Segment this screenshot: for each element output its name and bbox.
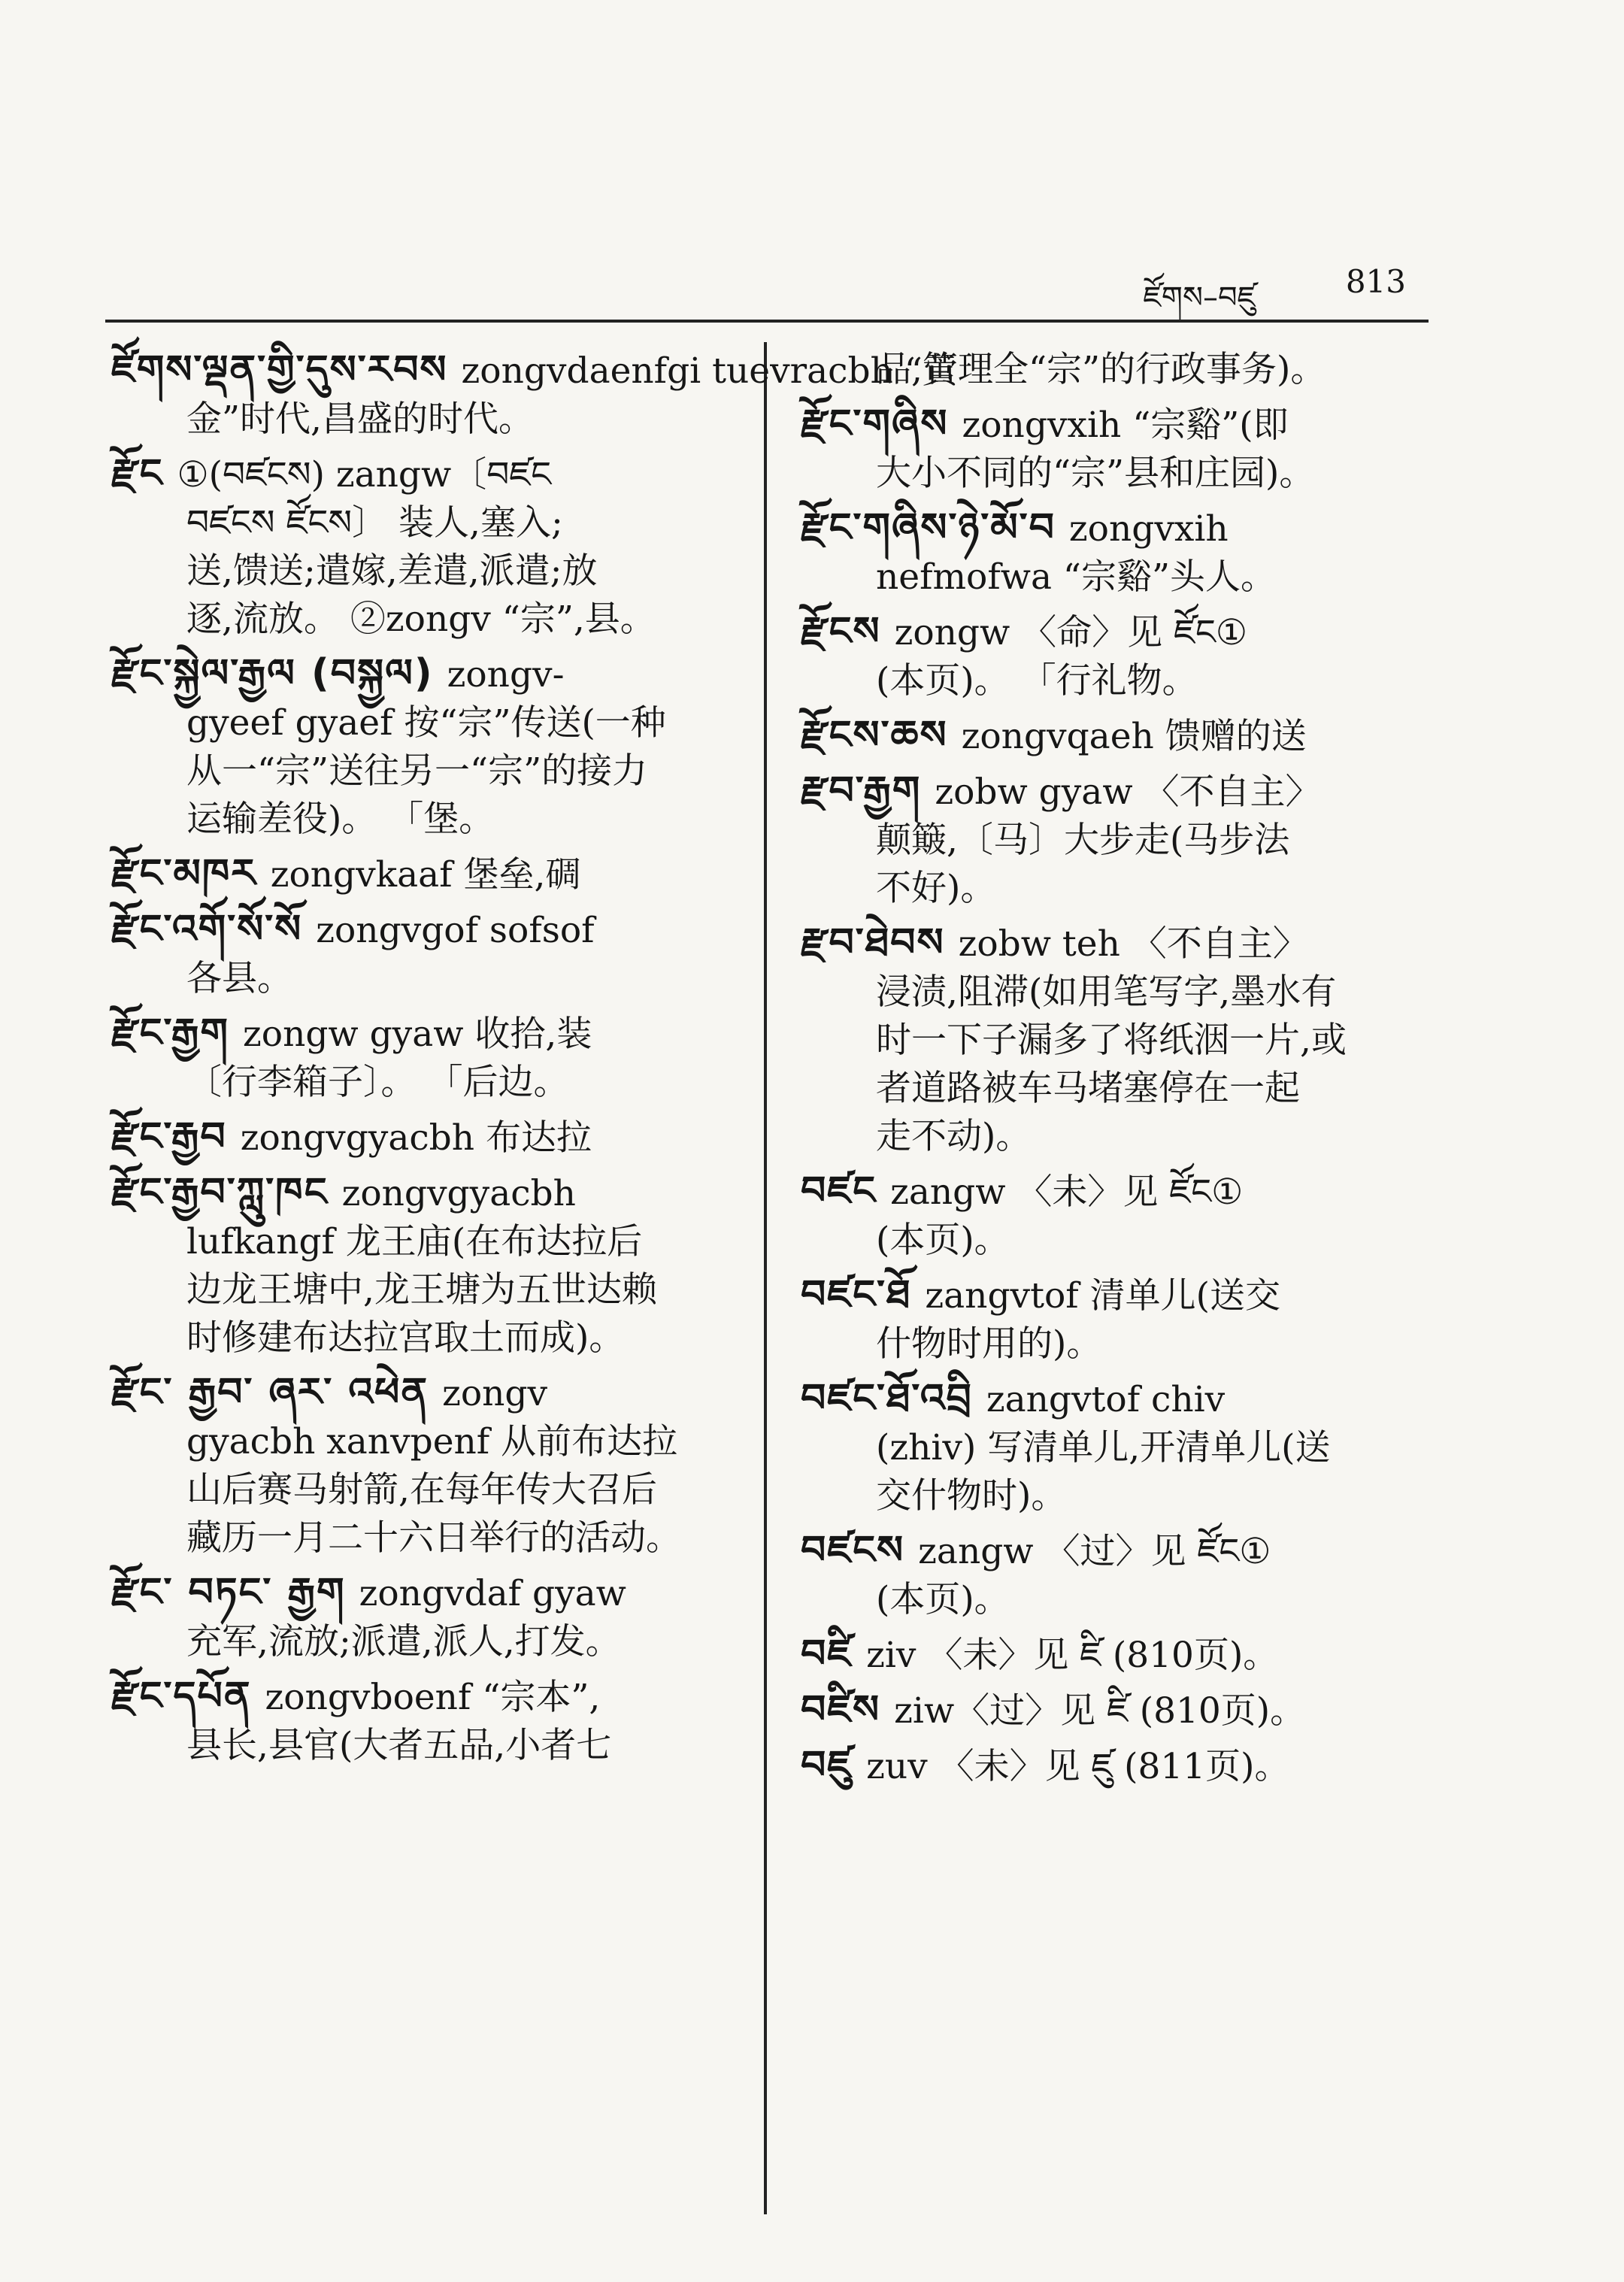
entry-first-line: [111, 346, 958, 395]
definition-text: 从一“宗”送往另一“宗”的接力: [186, 750, 648, 792]
entry-first-line: [801, 1167, 1447, 1217]
entry-continuation-line: [801, 1113, 1447, 1161]
definition-text: 时修建布达拉宫取土而成)。: [186, 1317, 625, 1359]
page-number: 813: [1345, 263, 1406, 300]
entry-first-line: [111, 1168, 758, 1218]
entry-continuation-line: [801, 865, 1447, 913]
definition-text: 走不动)。: [876, 1116, 1032, 1157]
entry-continuation-line: [111, 1466, 758, 1514]
headword: རྫོངས་ཆས: [801, 713, 948, 758]
entry-continuation-line: [801, 1017, 1447, 1065]
entry-first-line: [111, 1368, 758, 1418]
definition-text: zobw teh 〈不自主〉: [958, 923, 1308, 965]
headword: རྫོངས: [801, 609, 881, 654]
headword: བཛུ: [801, 1743, 853, 1788]
entry-first-line: [111, 450, 758, 499]
definition-text: 者道路被车马堵塞停在一起: [876, 1068, 1300, 1109]
column-divider: [764, 342, 767, 2214]
definition-text: zongv-: [447, 654, 565, 696]
running-head-tibetan: ཛོགས–བཛུ: [1143, 280, 1256, 315]
entry-first-line: [111, 1672, 758, 1722]
entry-continuation-line: [111, 547, 758, 596]
entry-continuation-line: [801, 1472, 1447, 1520]
entry-first-line: [801, 1630, 1447, 1680]
entry-continuation-line: [111, 1722, 758, 1770]
entry-continuation-line: [801, 968, 1447, 1017]
definition-text: 〔行李箱子〕。 「后边。: [186, 1062, 569, 1103]
entry-first-line: [801, 346, 1447, 394]
headword: རྫོང་ བཏང་ རྒྱག: [111, 1570, 346, 1615]
headword: རྫོང: [111, 451, 164, 496]
headword: རྫོང་འགོ་སོ་སོ: [111, 907, 303, 952]
definition-text: lufkangf 龙王庙(在布达拉后: [186, 1221, 643, 1262]
definition-text: zangvtof chiv: [986, 1379, 1226, 1420]
definition-text: zongvxih “宗谿”(即: [962, 405, 1289, 446]
headword: རྫོང་རྒྱབ: [111, 1114, 227, 1159]
headword: རྫོང་མཁར: [111, 851, 257, 896]
entry-continuation-line: [111, 1618, 758, 1666]
dictionary-entry: [111, 450, 758, 644]
entry-first-line: [111, 1009, 758, 1059]
entry-first-line: [801, 1686, 1447, 1735]
page-header: [105, 263, 1429, 315]
definition-text: zongvdaf gyaw: [359, 1573, 626, 1614]
dictionary-entry: [801, 1686, 1447, 1735]
headword: རྫབ་རྒྱག: [801, 768, 922, 814]
definition-text: 充军,流放;派遣,派人,打发。: [186, 1621, 621, 1662]
definition-text: zongvkaaf 堡垒,碉: [270, 854, 581, 896]
definition-text: zangvtof 清单儿(送交: [925, 1275, 1280, 1317]
entry-first-line: [111, 1113, 758, 1162]
dictionary-entry: [111, 1113, 758, 1162]
entry-first-line: [801, 1271, 1447, 1320]
definition-text: 各县。: [186, 958, 292, 999]
definition-text: 品,管理全“宗”的行政事务)。: [876, 349, 1326, 390]
entry-continuation-line: [111, 1314, 758, 1362]
definition-text: zuv 〈未〉见 ཛུ (811页)。: [866, 1746, 1290, 1787]
entry-continuation-line: [801, 1217, 1447, 1265]
dictionary-entry: [801, 1526, 1447, 1624]
definition-text: 浸渍,阻滞(如用笔写字,墨水有: [876, 971, 1337, 1013]
headword: རྫོང་རྒྱབ་ཀླུ་ཁང: [111, 1170, 329, 1215]
definition-text: zobw gyaw 〈不自主〉: [935, 771, 1321, 813]
entry-continuation-line: [801, 1424, 1447, 1472]
dictionary-entry: [111, 1568, 758, 1666]
entry-first-line: [111, 1568, 758, 1618]
entry-continuation-line: [111, 1218, 758, 1266]
dictionary-entry: [801, 767, 1447, 913]
definition-text: བཛངས ཛོངས〕 装人,塞入;: [186, 502, 563, 544]
entry-first-line: [801, 400, 1447, 450]
dictionary-entry: [801, 1630, 1447, 1680]
entry-continuation-line: [801, 1576, 1447, 1624]
definition-text: 颠簸,〔马〕大步走(马步法: [876, 820, 1290, 861]
definition-text: zongvqaeh 馈赠的送: [961, 716, 1307, 757]
definition-text: (本页)。: [876, 1220, 1010, 1261]
dictionary-entry: [801, 1167, 1447, 1265]
headword: རྫོང་སྐྱེལ་རྒྱལ (བསྐྱལ): [111, 651, 434, 696]
dictionary-entry: [801, 1374, 1447, 1520]
definition-text: zongvgof sofsof: [316, 910, 595, 951]
dictionary-entry: [111, 1672, 758, 1770]
entry-continuation-line: [111, 955, 758, 1003]
entry-continuation-line: [111, 747, 758, 796]
dictionary-entry: [801, 346, 1447, 394]
headword: བཛངས: [801, 1528, 905, 1573]
dictionary-entry: [801, 711, 1447, 761]
headword: རྫོང་གཞིས་ཉེ་མོ་བ: [801, 505, 1056, 550]
entry-first-line: [801, 767, 1447, 817]
entry-first-line: [801, 504, 1447, 553]
dictionary-entry: [111, 1168, 758, 1362]
definition-text: zongw 〈命〉见 ཛོང①: [894, 612, 1248, 653]
definition-text: ①(བཛངས) zangw〔བཛང: [177, 454, 552, 495]
entry-continuation-line: [111, 499, 758, 547]
entry-continuation-line: [111, 1418, 758, 1466]
entry-first-line: [111, 905, 758, 955]
dictionary-entry: [801, 504, 1447, 602]
definition-text: (本页)。: [876, 1579, 1010, 1620]
entry-continuation-line: [801, 553, 1447, 602]
entry-continuation-line: [111, 395, 758, 444]
definition-text: ziw〈过〉见 ཛི (810页)。: [894, 1690, 1306, 1732]
definition-text: 送,馈送;遣嫁,差遣,派遣;放: [186, 550, 598, 592]
entry-continuation-line: [801, 1065, 1447, 1113]
headword: བཛི: [801, 1632, 853, 1677]
dictionary-entry: [111, 850, 758, 899]
headword: བཛིས: [801, 1687, 881, 1732]
entry-continuation-line: [111, 796, 758, 844]
definition-text: 山后赛马射箭,在每年传大召后: [186, 1469, 657, 1511]
entry-first-line: [111, 850, 758, 899]
entry-continuation-line: [111, 1266, 758, 1314]
dictionary-entry: [801, 919, 1447, 1161]
headword: ཛོགས་ལྡན་གྱི་དུས་རབས: [111, 347, 448, 392]
definition-text: zongvgyacbh: [341, 1173, 576, 1214]
entry-first-line: [801, 1741, 1447, 1791]
definition-text: zongvboenf “宗本”,: [265, 1677, 601, 1718]
entry-first-line: [801, 711, 1447, 761]
dictionary-entry: [111, 650, 758, 844]
dictionary-entry: [801, 400, 1447, 498]
dictionary-entry: [111, 905, 758, 1003]
headword: རྫོང་ རྒྱབ་ ཞར་ འཕེན: [111, 1370, 429, 1415]
headword: བཛང་ཐོ་འབྲི: [801, 1376, 973, 1421]
entry-continuation-line: [111, 596, 758, 644]
definition-text: 县长,县官(大者五品,小者七: [186, 1725, 612, 1766]
definition-text: zongv: [442, 1373, 548, 1414]
entry-continuation-line: [801, 657, 1447, 705]
headword: རྫོང་རྒྱག: [111, 1011, 230, 1056]
entry-first-line: [801, 919, 1447, 968]
definition-text: 运输差役)。 「堡。: [186, 799, 495, 840]
dictionary-entry: [111, 1368, 758, 1562]
definition-text: zangw 〈未〉见 ཛོང①: [890, 1171, 1244, 1213]
definition-text: gyeef gyaef 按“宗”传送(一种: [186, 702, 666, 744]
dictionary-entry: [801, 1741, 1447, 1791]
definition-text: 大小不同的“宗”县和庄园)。: [876, 453, 1315, 494]
definition-text: ziv 〈未〉见 ཛི (810页)。: [866, 1635, 1279, 1676]
definition-text: 逐,流放。 ②zongv “宗”,县。: [186, 599, 656, 640]
definition-text: 什物时用的)。: [876, 1323, 1102, 1365]
definition-text: gyacbh xanvpenf 从前布达拉: [186, 1421, 678, 1462]
definition-text: 时一下子漏多了将纸洇一片,或: [876, 1020, 1347, 1061]
right-column: [801, 346, 1447, 1797]
definition-text: 交什物时)。: [876, 1475, 1067, 1517]
entry-continuation-line: [111, 1514, 758, 1562]
entry-first-line: [111, 650, 758, 699]
headword: བཛང་ཐོ: [801, 1272, 912, 1317]
definition-text: zangw 〈过〉见 ཛོང①: [918, 1531, 1271, 1572]
entry-first-line: [801, 608, 1447, 657]
definition-text: 边龙王塘中,龙王塘为五世达赖: [186, 1269, 657, 1311]
headword: རྫོང་གཞིས: [801, 402, 949, 447]
dictionary-entry: [801, 1271, 1447, 1368]
definition-text: 藏历一月二十六日举行的活动。: [186, 1517, 681, 1559]
definition-text: zongvxih: [1068, 508, 1229, 550]
definition-text: 不好)。: [876, 868, 996, 909]
definition-text: 金”时代,昌盛的时代。: [186, 399, 534, 440]
entry-first-line: [801, 1374, 1447, 1424]
entry-continuation-line: [801, 1320, 1447, 1368]
definition-text: zongvgyacbh 布达拉: [240, 1117, 592, 1159]
headword: བཛང: [801, 1168, 877, 1214]
entry-continuation-line: [111, 699, 758, 747]
definition-text: zongvdaenfgi tuevracbh “黄: [461, 350, 958, 392]
entry-first-line: [801, 1526, 1447, 1576]
dictionary-entry: [801, 608, 1447, 705]
headword: རྫབ་ཐེབས: [801, 920, 945, 965]
entry-continuation-line: [801, 817, 1447, 865]
dictionary-entry: [111, 1009, 758, 1107]
definition-text: nefmofwa “宗谿”头人。: [876, 556, 1276, 598]
definition-text: (本页)。 「行礼物。: [876, 660, 1198, 702]
definition-text: zongw gyaw 收拾,装: [243, 1014, 592, 1055]
headword: རྫོང་དཔོན: [111, 1674, 252, 1719]
definition-text: (zhiv) 写清单儿,开清单儿(送: [876, 1427, 1331, 1468]
entry-continuation-line: [111, 1059, 758, 1107]
entry-continuation-line: [801, 450, 1447, 498]
header-rule: [105, 320, 1429, 323]
